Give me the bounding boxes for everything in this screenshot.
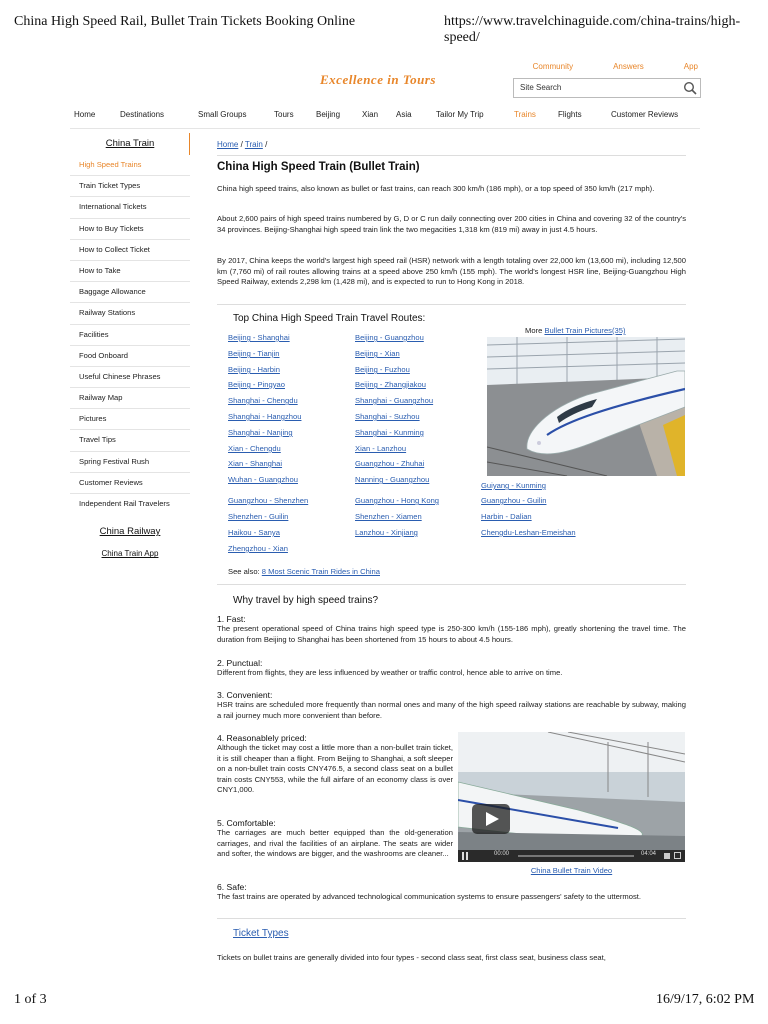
route-link[interactable]: Beijing - Tianjin — [228, 349, 280, 358]
sidebar-item-travel-tips[interactable]: Travel Tips — [70, 430, 190, 451]
route-link[interactable]: Beijing - Xian — [355, 349, 400, 358]
breadcrumb-train[interactable]: Train — [244, 140, 263, 149]
see-also — [228, 567, 380, 576]
route-link[interactable]: Shanghai - Kunming — [355, 428, 424, 437]
route-link[interactable]: Chengdu-Leshan-Emeishan — [481, 528, 576, 537]
video-player[interactable] — [458, 732, 685, 862]
route-link[interactable]: Lanzhou - Xinjiang — [355, 528, 418, 537]
search-input[interactable] — [513, 78, 701, 98]
more-prefix: More — [525, 326, 543, 335]
print-url: https://www.travelchinaguide.com/china-trains/high-speed/ — [444, 14, 741, 45]
intro-paragraph-3: By 2017, China keeps the world's largest high speed rail (HSR) network with a length totaling over 22,000 km (13,600 mi), including 12,500 km (7,760 mi) of rail routes allowing trains at a speed above 250 km/h (155 mph). The world's longest HSR line, Beijing-Guangzhou High Speed Railway, extends 2,298 km (1,428 mi), and is expected to run to Hong Kong in 2018. — [217, 256, 686, 287]
route-link[interactable]: Shenzhen - Xiamen — [355, 512, 422, 521]
search-icon[interactable] — [683, 81, 697, 95]
see-also-link[interactable]: 8 Most Scenic Train Rides in China — [261, 567, 380, 576]
route-link[interactable]: Shanghai - Chengdu — [228, 396, 298, 405]
breadcrumb-home[interactable]: Home — [217, 140, 239, 149]
play-button[interactable] — [472, 804, 510, 834]
reason-heading: 1. Fast: — [217, 614, 246, 624]
route-link[interactable]: Beijing - Guangzhou — [355, 333, 424, 342]
sidebar — [70, 130, 190, 558]
site-logo[interactable]: Excellence in Tours — [320, 72, 436, 87]
sidebar-item-independent-travelers[interactable]: Independent Rail Travelers — [79, 499, 170, 508]
sidebar-item-baggage[interactable]: Baggage Allowance — [70, 282, 190, 303]
nav-xian[interactable]: Xian — [362, 110, 379, 119]
top-links — [493, 62, 698, 71]
video-caption[interactable]: China Bullet Train Video — [530, 866, 613, 875]
nav-destinations[interactable]: Destinations — [120, 110, 165, 119]
nav-asia[interactable]: Asia — [396, 110, 412, 119]
reason-text: Although the ticket may cost a little more than a non-bullet train ticket, it is still cheaper than a flight. From Beijing to Shanghai, a soft sleeper on a non-bullet train costs CNY476.5, a second class seat on a bullet train costs CNY553, while the full airfare of an economy class is over CNY1,000. — [217, 743, 453, 795]
search-placeholder: Site Search — [520, 83, 562, 92]
sidebar-title[interactable]: China Train — [105, 138, 155, 149]
sidebar-item-train-ticket-types[interactable]: Train Ticket Types — [70, 176, 190, 197]
reason-heading: 2. Punctual: — [217, 658, 263, 668]
nav-tailor-my-trip[interactable]: Tailor My Trip — [436, 110, 484, 119]
route-link[interactable]: Xian - Shanghai — [228, 459, 283, 468]
routes-heading: Top China High Speed Train Travel Routes: — [233, 313, 426, 324]
route-link[interactable]: Haikou - Sanya — [228, 528, 280, 537]
breadcrumb-sep: / — [240, 140, 243, 149]
route-link[interactable]: Xian - Chengdu — [228, 444, 281, 453]
why-heading: Why travel by high speed trains? — [233, 595, 379, 606]
title-divider — [217, 155, 686, 156]
route-link[interactable]: Guangzhou - Zhuhai — [355, 459, 425, 468]
route-link[interactable]: Guangzhou - Guilin — [481, 496, 547, 505]
video-time-duration: 04:04 — [641, 851, 657, 857]
routes-divider — [217, 304, 686, 305]
route-link[interactable]: Beijing - Pingyao — [228, 380, 285, 389]
sidebar-item-food-onboard[interactable]: Food Onboard — [70, 346, 190, 367]
more-pictures-link[interactable]: Bullet Train Pictures(35) — [544, 326, 626, 335]
more-pictures — [525, 326, 625, 335]
why-divider — [217, 584, 686, 585]
ticket-types-heading[interactable]: Ticket Types — [233, 928, 289, 939]
nav-small-groups[interactable]: Small Groups — [198, 110, 247, 119]
nav-divider — [70, 128, 700, 129]
reason-text: HSR trains are scheduled more frequently than normal ones and many of the high speed railway stations are reachable by subway, making a rail journey much more convenient than before. — [217, 700, 686, 720]
sidebar-item-how-to-buy[interactable]: How to Buy Tickets — [70, 219, 190, 240]
sidebar-item-international-tickets[interactable]: International Tickets — [70, 197, 190, 218]
sidebar-china-railway[interactable]: China Railway — [99, 526, 161, 538]
sidebar-item-railway-stations[interactable]: Railway Stations — [70, 303, 190, 324]
sidebar-item-railway-map[interactable]: Railway Map — [70, 388, 190, 409]
reason-text: The carriages are much better equipped than the old-generation carriages, and rival the facilities of an airplane. The seats are wider and softer, the windows are bigger, and the washrooms are cleaner... — [217, 828, 453, 859]
print-page-title: China High Speed Rail, Bullet Train Tickets Booking Online — [14, 14, 356, 29]
reason-heading: 3. Convenient: — [217, 690, 273, 700]
pause-icon[interactable] — [462, 852, 468, 860]
sidebar-item-customer-reviews[interactable]: Customer Reviews — [70, 473, 190, 494]
route-link[interactable]: Beijing - Harbin — [228, 365, 280, 374]
route-link[interactable]: Zhengzhou - Xian — [228, 544, 288, 553]
reason-text: Different from flights, they are less influenced by weather or traffic control, hence able to arrive on time. — [217, 668, 563, 677]
route-link[interactable]: Xian - Lanzhou — [355, 444, 407, 453]
volume-icon[interactable] — [664, 853, 670, 859]
route-link[interactable]: Beijing - Zhangjiakou — [355, 380, 426, 389]
see-also-prefix: See also: — [228, 567, 260, 576]
sidebar-item-how-to-collect[interactable]: How to Collect Ticket — [70, 240, 190, 261]
route-link[interactable]: Shanghai - Guangzhou — [355, 396, 434, 405]
app-link[interactable]: App — [683, 62, 698, 71]
page-title: China High Speed Train (Bullet Train) — [217, 161, 420, 173]
nav-flights[interactable]: Flights — [558, 110, 582, 119]
sidebar-item-phrases[interactable]: Useful Chinese Phrases — [70, 367, 190, 388]
route-link[interactable]: Beijing - Shanghai — [228, 333, 290, 342]
sidebar-item-spring-festival[interactable]: Spring Festival Rush — [70, 452, 190, 473]
route-link[interactable]: Shanghai - Suzhou — [355, 412, 420, 421]
video-controls[interactable] — [458, 850, 685, 862]
reason-text: The present operational speed of China trains high speed type is 250-300 km/h (155-186 mph), greatly shortening the travel time. The duration from Beijing to Shanghai has been shortened from 15 hours to about 4.5 hours. — [217, 624, 686, 644]
reason-heading: 4. Reasonablely priced: — [217, 733, 307, 743]
nav-home[interactable]: Home — [74, 110, 96, 119]
sidebar-item-high-speed-trains[interactable]: High Speed Trains — [70, 155, 190, 176]
route-link[interactable]: Beijing - Fuzhou — [355, 365, 410, 374]
reason-heading: 5. Comfortable: — [217, 818, 276, 828]
bullet-train-photo[interactable] — [487, 337, 685, 476]
route-link[interactable]: Wuhan - Guangzhou — [228, 475, 298, 484]
video-progress[interactable] — [518, 855, 634, 857]
nav-customer-reviews[interactable]: Customer Reviews — [611, 110, 679, 119]
sidebar-china-train-app[interactable]: China Train App — [101, 549, 159, 559]
sidebar-list — [70, 155, 190, 514]
route-link[interactable]: Harbin - Dalian — [481, 512, 532, 521]
community-link[interactable]: Community — [532, 62, 574, 71]
nav-beijing[interactable]: Beijing — [316, 110, 341, 119]
print-page-number: 1 of 3 — [14, 992, 47, 1007]
print-datetime: 16/9/17, 6:02 PM — [656, 992, 755, 1007]
ticket-types-text: Tickets on bullet trains are generally divided into four types - second class seat, first class seat, business class seat, — [217, 953, 606, 962]
route-link[interactable]: Guangzhou - Hong Kong — [355, 496, 440, 505]
route-link[interactable]: Shanghai - Hangzhou — [228, 412, 302, 421]
route-link[interactable]: Shanghai - Nanjing — [228, 428, 293, 437]
route-link[interactable]: Guiyang - Kunming — [481, 481, 547, 490]
intro-paragraph-1: China high speed trains, also known as bullet or fast trains, can reach 300 km/h (186 mph), or a top speed of 350 km/h (217 mph). — [217, 184, 655, 193]
reason-text: The fast trains are operated by advanced technological communication systems to ensure passengers' safety to the uttermost. — [217, 892, 641, 901]
sidebar-item-pictures[interactable]: Pictures — [70, 409, 190, 430]
reason-heading: 6. Safe: — [217, 882, 247, 892]
route-link[interactable]: Nanning - Guangzhou — [355, 475, 430, 484]
answers-link[interactable]: Answers — [613, 62, 644, 71]
intro-paragraph-2: About 2,600 pairs of high speed trains numbered by G, D or C run daily connecting over 200 cities in China and covering 32 of the country's 34 provinces. Beijing-Shanghai high speed train link the two megacities 1,318 km (819 mi) away in just 4.5 hours. — [217, 214, 686, 234]
nav-trains[interactable]: Trains — [514, 110, 536, 119]
ticket-divider — [217, 918, 686, 919]
breadcrumb-sep: / — [265, 140, 268, 149]
breadcrumb — [217, 140, 686, 151]
video-time-current: 00:00 — [494, 851, 510, 857]
route-link[interactable]: Guangzhou - Shenzhen — [228, 496, 309, 505]
nav-tours[interactable]: Tours — [274, 110, 294, 119]
video-thumbnail — [458, 732, 685, 862]
fullscreen-icon[interactable] — [674, 852, 681, 859]
sidebar-item-facilities[interactable]: Facilities — [70, 325, 190, 346]
sidebar-item-how-to-take[interactable]: How to Take — [70, 261, 190, 282]
play-icon — [472, 804, 510, 834]
route-link[interactable]: Shenzhen - Guilin — [228, 512, 289, 521]
